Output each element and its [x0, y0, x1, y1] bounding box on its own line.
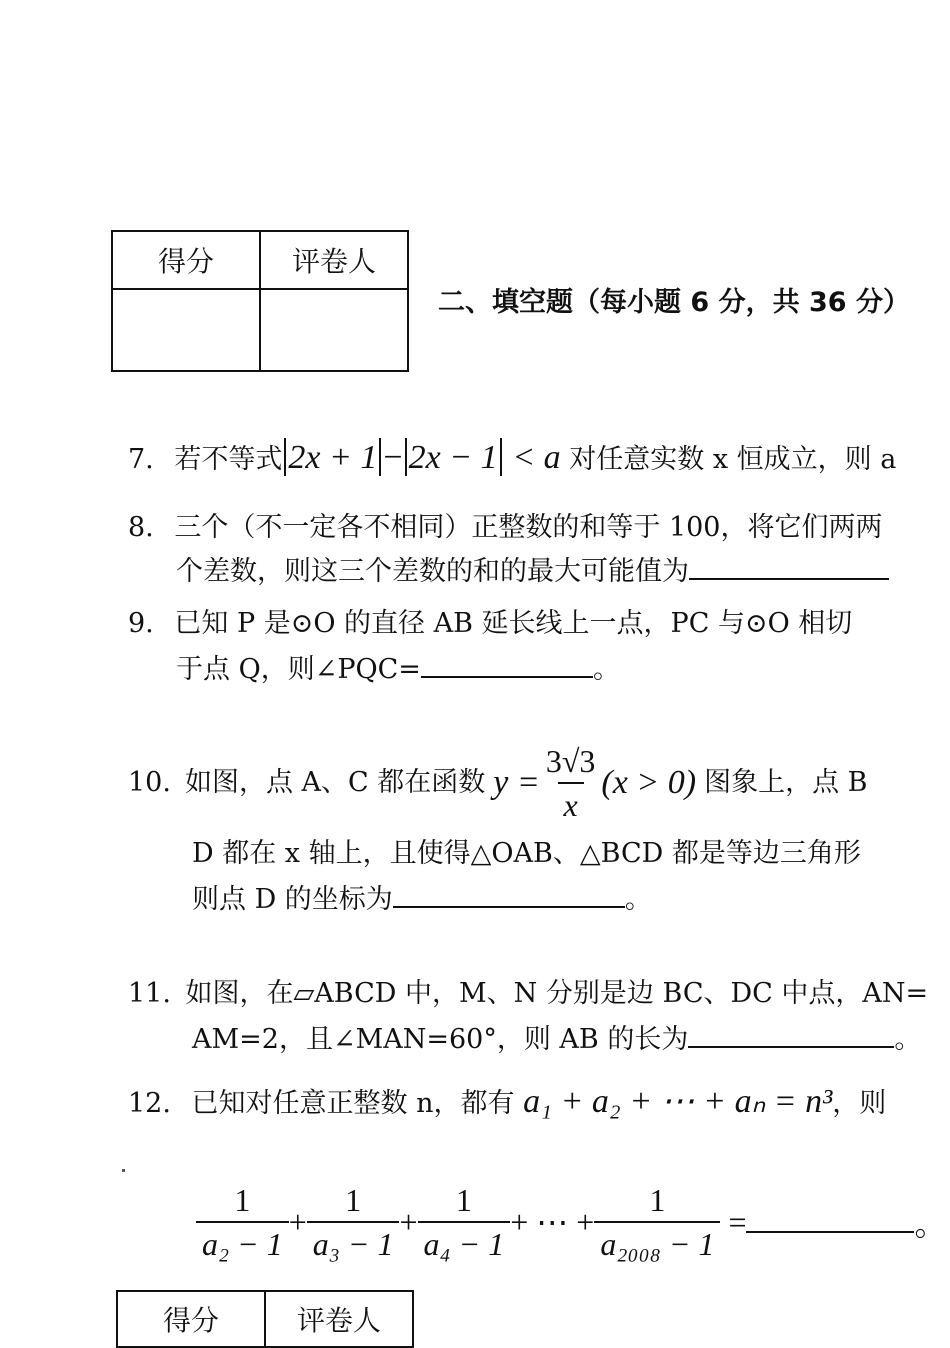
- abs-bar: [500, 438, 502, 476]
- period: 。: [592, 654, 620, 685]
- math-expression: a₁ + a₂ + ⋯ + aₙ = n³: [523, 1083, 833, 1120]
- score-cell[interactable]: [112, 289, 260, 371]
- question-number: 8.: [128, 512, 154, 543]
- fraction-numerator: 1: [455, 1182, 472, 1218]
- answer-blank[interactable]: [688, 1045, 894, 1048]
- period: 。: [624, 884, 652, 915]
- question-12-sum-line: [196, 1172, 947, 1272]
- minus-sign: −: [383, 439, 403, 476]
- question-text: 于点 Q，则∠PQC=: [176, 654, 421, 685]
- math-expression: y =: [493, 764, 540, 801]
- question-text: 若不等式: [174, 444, 283, 475]
- fraction-numerator: 1: [345, 1182, 362, 1218]
- question-11-line-2: [192, 1022, 921, 1058]
- grader-header: 评卷人: [265, 1291, 413, 1347]
- answer-blank[interactable]: [393, 905, 625, 908]
- score-header: 得分: [117, 1291, 265, 1347]
- question-8-line-2: [176, 554, 889, 590]
- question-number: 11.: [128, 978, 171, 1009]
- abs-bar: [379, 438, 381, 476]
- plus-sign: +: [288, 1203, 307, 1240]
- period: 。: [914, 1206, 947, 1242]
- grader-cell[interactable]: [260, 289, 408, 371]
- question-10: [128, 733, 868, 833]
- score-table-top: [111, 230, 409, 372]
- question-12: [128, 1084, 886, 1122]
- fraction-numerator: 3√3: [545, 743, 596, 779]
- question-9: [128, 606, 852, 642]
- score-header: 得分: [112, 231, 260, 289]
- question-number: 9.: [128, 608, 154, 639]
- fraction: [196, 1181, 289, 1263]
- question-text: 如图，点 A、C 都在函数: [184, 767, 486, 798]
- question-text: 三个（不一定各不相同）正整数的和等于 100，将它们两两: [174, 512, 883, 543]
- math-expression: 2x − 1: [408, 439, 498, 476]
- fraction: [418, 1181, 511, 1263]
- score-table-bottom: [116, 1290, 414, 1348]
- fraction: [307, 1181, 400, 1263]
- question-text: 个差数，则这三个差数的和的最大可能值为: [176, 556, 689, 587]
- question-text: 则点 D 的坐标为: [192, 884, 393, 915]
- question-text: 如图，在▱ABCD 中，M、N 分别是边 BC、DC 中点，AN=: [185, 978, 929, 1009]
- fraction-denominator: a₃ − 1: [307, 1221, 400, 1263]
- section-heading: 二、填空题（每小题 6 分，共 36 分）: [438, 287, 910, 318]
- question-text: ，则: [832, 1088, 887, 1119]
- equals-sign: =: [728, 1203, 747, 1240]
- question-9-line-2: [176, 652, 620, 688]
- question-text: AM=2，且∠MAN=60°，则 AB 的长为: [192, 1024, 689, 1055]
- question-text: 图象上，点 B: [704, 767, 868, 798]
- answer-blank[interactable]: [746, 1230, 914, 1233]
- math-expression: < a: [512, 439, 561, 476]
- question-11: [128, 976, 928, 1012]
- period: 。: [894, 1024, 922, 1055]
- math-expression: (x > 0): [601, 764, 697, 801]
- fraction-denominator: a₂ − 1: [196, 1221, 289, 1263]
- question-10-line-3: [192, 882, 652, 918]
- grader-header: 评卷人: [260, 231, 408, 289]
- question-text: 已知对任意正整数 n，都有: [191, 1088, 515, 1119]
- scan-speck: [122, 1169, 125, 1172]
- abs-bar: [405, 438, 407, 476]
- question-text: 对任意实数 x 恒成立，则 a: [569, 444, 897, 475]
- fraction: [594, 1181, 720, 1263]
- question-number: 10.: [128, 767, 171, 798]
- answer-blank[interactable]: [421, 675, 593, 678]
- plus-sign: +: [399, 1203, 418, 1240]
- fraction-numerator: 1: [649, 1182, 666, 1218]
- fraction-denominator: x: [558, 782, 584, 824]
- question-8: [128, 510, 882, 546]
- question-7: [128, 438, 896, 478]
- abs-bar: [284, 438, 286, 476]
- fraction-numerator: 1: [234, 1182, 251, 1218]
- question-text: D 都在 x 轴上，且使得△OAB、△BCD 都是等边三角形: [192, 838, 861, 869]
- fraction-denominator: a₂₀₀₈ − 1: [594, 1221, 720, 1263]
- answer-blank[interactable]: [689, 577, 889, 580]
- math-expression: 2x + 1: [288, 439, 378, 476]
- fraction-denominator: a₄ − 1: [418, 1221, 511, 1263]
- question-text: 已知 P 是⊙O 的直径 AB 延长线上一点，PC 与⊙O 相切: [174, 608, 853, 639]
- fraction: [540, 742, 602, 824]
- question-number: 7.: [128, 444, 154, 475]
- question-number: 12.: [128, 1088, 171, 1119]
- question-10-line-2: [192, 836, 861, 872]
- ellipsis: + ⋯ +: [510, 1204, 595, 1240]
